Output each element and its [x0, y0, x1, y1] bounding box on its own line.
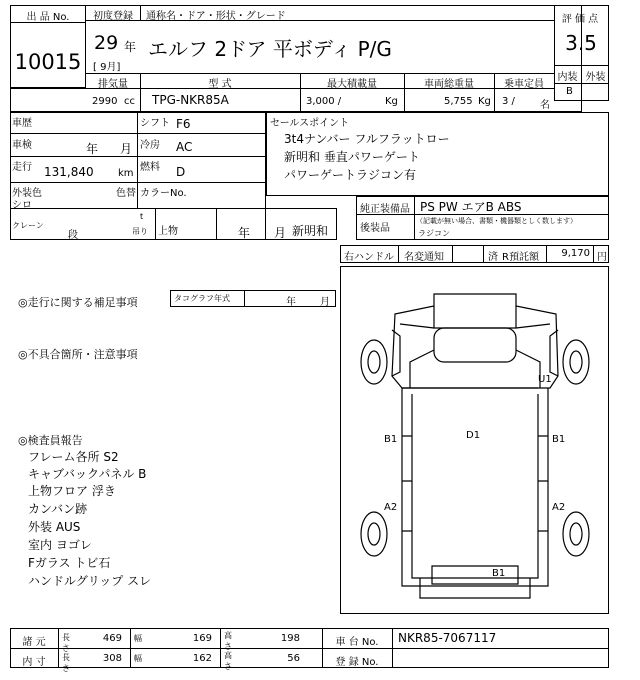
fuel-label: 燃料 — [140, 162, 160, 173]
grade-label: 評 価 点 — [561, 14, 599, 25]
divider — [414, 196, 415, 240]
tachograph-year-unit: 年 — [286, 297, 296, 308]
mileage-label: 走行 — [12, 162, 32, 173]
exterior-grade-label: 外装 — [585, 72, 606, 83]
inspector-line: 室内 ヨゴレ — [28, 538, 92, 552]
interior-height: 56 — [287, 653, 300, 664]
divider — [10, 648, 609, 649]
inspector-report-label: ◎検査員報告 — [18, 434, 83, 447]
height-label: 高さ — [224, 651, 232, 671]
length-label: 長さ — [62, 653, 70, 673]
defects-label: ◎不具合箇所・注意事項 — [18, 348, 138, 361]
aftermarket-note: （記載が無い場合、書類・機器類としく数します） — [416, 217, 577, 225]
interior-grade: B — [566, 86, 573, 97]
body-maker-label: 上物 — [158, 226, 178, 237]
model-name: エルフ 2ドア 平ボディ P/G — [148, 37, 392, 61]
divider — [10, 156, 266, 157]
registration-month: [ 9月] — [93, 62, 121, 73]
recycle-deposit-label: R預託額 — [502, 252, 539, 263]
ac-label: 冷房 — [140, 140, 160, 151]
gross-weight-label: 車両総重量 — [424, 79, 474, 90]
exterior-dimensions-label: 諸 元 — [22, 637, 46, 648]
divider — [140, 5, 141, 20]
damage-code-b1-right: B1 — [552, 434, 566, 445]
inspector-line: キャブバックパネル B — [28, 467, 147, 481]
height-label: 高さ — [224, 631, 232, 651]
displacement-unit: cc — [124, 96, 135, 107]
genuine-equipment-label: 純正装備品 — [360, 204, 410, 215]
genuine-equipment-value: PS PW エアB ABS — [420, 200, 522, 214]
crane-ton-unit: t — [140, 212, 144, 221]
inspection-label: 車検 — [12, 140, 32, 151]
color-value: シロ — [12, 200, 32, 211]
max-load-value: 3,000 / — [306, 96, 342, 107]
inspector-line: 上物フロア 浮き — [28, 484, 116, 498]
shift-value: F6 — [176, 117, 191, 131]
inspector-line: 外装 AUS — [28, 520, 81, 534]
crane-label: クレーン — [12, 221, 44, 230]
color-code-label: カラーNo. — [140, 188, 187, 199]
lot-number: 10015 — [14, 50, 82, 74]
interior-dimensions-label: 内 寸 — [22, 657, 46, 668]
registration-number-label: 登 録 No. — [335, 657, 379, 668]
interior-length: 308 — [102, 653, 122, 664]
first-registration-label: 初度登録 — [93, 11, 133, 22]
sales-point-line: パワーゲートラジコン有 — [284, 168, 417, 182]
divider — [130, 628, 131, 668]
tachograph-month-unit: 月 — [320, 297, 330, 308]
gross-weight-unit: Kg — [478, 96, 491, 107]
name-change-value — [452, 245, 484, 263]
max-load-label: 最大積載量 — [327, 79, 377, 90]
mileage-value: 131,840 — [44, 165, 94, 179]
inspection-year-unit: 年 — [86, 142, 99, 156]
year-unit: 年 — [124, 40, 137, 54]
divider — [10, 182, 266, 183]
interior-grade-label: 内装 — [557, 72, 578, 83]
grade-value: 3.5 — [565, 31, 597, 55]
capacity-label: 乗車定員 — [504, 79, 544, 90]
max-load-unit: Kg — [385, 96, 398, 107]
recycle-status: 済 — [488, 252, 498, 263]
exterior-height: 198 — [280, 633, 300, 644]
type-value: TPG-NKR85A — [152, 93, 229, 107]
ac-value: AC — [176, 140, 193, 154]
crane-lift-unit: 吊り — [132, 227, 148, 236]
divider — [10, 133, 266, 134]
crane-stage-unit: 段 — [68, 230, 78, 241]
mileage-unit: km — [118, 168, 134, 179]
body-maker-value: 新明和 — [292, 224, 329, 238]
divider — [86, 73, 554, 74]
capacity-unit: 名 — [540, 100, 550, 111]
damage-code-a2-right: A2 — [552, 502, 566, 513]
color-label: 外装色 — [12, 188, 42, 199]
name-change-label: 名変通知 — [404, 252, 444, 263]
recycle-unit: 円 — [597, 252, 607, 263]
truck-diagram — [340, 266, 609, 614]
inspector-line: カンバン跡 — [28, 502, 88, 516]
damage-code-b1-bottom: B1 — [492, 568, 506, 579]
divider — [398, 245, 399, 263]
history-label: 車歴 — [12, 118, 32, 129]
divider — [220, 628, 221, 668]
type-label: 型 式 — [208, 79, 232, 90]
registration-year: 29 — [94, 32, 119, 54]
divider — [137, 112, 138, 208]
interior-width: 162 — [192, 653, 212, 664]
sales-points-label: セールスポイント — [270, 118, 350, 129]
sales-point-line: 3t4ナンバー フルフラットロー — [284, 132, 450, 146]
exterior-length: 469 — [102, 633, 122, 644]
recycle-deposit-value: 9,170 — [561, 248, 590, 259]
chassis-number-label: 車 台 No. — [335, 637, 379, 648]
exterior-width: 169 — [192, 633, 212, 644]
lot-number-label: 出 品 No. — [26, 12, 70, 23]
handle-position: 右ハンドル — [344, 252, 394, 263]
inspection-month-unit: 月 — [120, 142, 133, 156]
sales-point-line: 新明和 垂直パワーゲート — [284, 150, 420, 164]
shift-label: シフト — [140, 118, 170, 129]
divider — [58, 628, 59, 668]
damage-code-a2-left: A2 — [384, 502, 398, 513]
fuel-value: D — [176, 165, 186, 179]
inspector-line: フレーム各所 S2 — [28, 450, 119, 464]
displacement-label: 排気量 — [98, 79, 128, 90]
width-label: 幅 — [134, 634, 142, 643]
aftermarket-label: 後装品 — [360, 223, 390, 234]
inspector-line: ハンドルグリップ スレ — [28, 574, 152, 588]
body-month-unit: 月 — [274, 226, 287, 240]
damage-code-u1: U1 — [538, 374, 552, 385]
driving-notes-label: ◎走行に関する補足事項 — [18, 296, 138, 309]
tachograph-label: タコグラフ年式 — [174, 294, 230, 303]
model-header-label: 通称名・ドア・形状・グレード — [146, 11, 286, 22]
color-change-label: 色替 — [116, 188, 136, 199]
length-label: 長さ — [62, 633, 70, 653]
displacement-value: 2990 — [92, 96, 118, 107]
width-label: 幅 — [134, 654, 142, 663]
damage-code-d1: D1 — [466, 430, 481, 441]
divider — [392, 628, 393, 668]
body-year-unit: 年 — [238, 226, 251, 240]
damage-code-b1-left: B1 — [384, 434, 398, 445]
inspector-line: Fガラス トビ石 — [28, 556, 111, 570]
chassis-number: NKR85-7067117 — [398, 631, 497, 645]
divider — [244, 290, 245, 307]
gross-weight-value: 5,755 — [444, 96, 473, 107]
aftermarket-value: ラジコン — [418, 229, 450, 238]
capacity-value: 3 / — [502, 96, 515, 107]
